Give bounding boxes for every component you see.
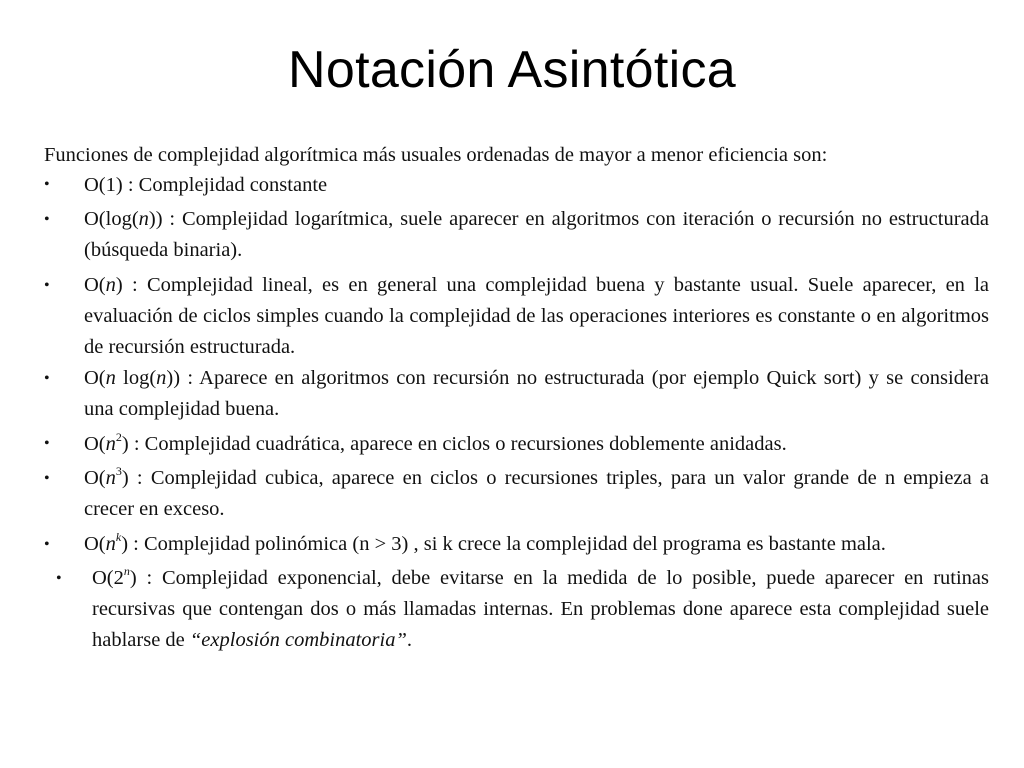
item-text	[84, 363, 989, 425]
list-item-linearithmic	[44, 363, 989, 425]
item-text	[84, 270, 989, 363]
list-item-quadratic	[44, 429, 989, 459]
list-item-polynomial	[44, 529, 989, 560]
complexity-notation: O(n)	[84, 274, 123, 296]
bullet-icon: •	[44, 536, 50, 553]
list-item-constant	[44, 170, 989, 200]
item-description: : Complejidad polinómica (n > 3) , si k crece la complejidad del programa es bastante mala.	[128, 533, 886, 555]
complexity-notation: $O(n^k)$	[84, 530, 129, 555]
item-description: : Complejidad logarítmica, suele aparecer en algoritmos con iteración o recursión no estructurada (búsqueda binaria).	[84, 208, 989, 261]
item-emphasis: “explosión combinatoria”	[189, 629, 407, 651]
item-text	[84, 170, 989, 200]
item-description: : Complejidad constante	[122, 174, 328, 196]
bullet-icon: •	[44, 370, 50, 387]
item-description: : Aparece en algoritmos con recursión no estructurada (por ejemplo Quick sort) y se considera una complejidad buena.	[84, 367, 989, 420]
item-text	[84, 529, 989, 560]
bullet-icon: •	[44, 435, 50, 452]
item-description: : Complejidad lineal, es en general una complejidad buena y bastante usual. Suele aparecer, en la evaluación de ciclos simples cuando la complejidad de las operaciones interiores es constante o en algoritmos de recursión estructurada.	[84, 274, 989, 358]
complexity-notation: O(n log(n))	[84, 367, 181, 389]
list-item-logarithmic	[44, 204, 989, 266]
complexity-notation: $O(n^2)$	[84, 430, 129, 455]
item-text	[84, 463, 989, 525]
complexity-notation: O(2$^n$)	[92, 564, 137, 589]
list-item-linear	[44, 270, 989, 363]
list-item-exponential	[44, 563, 989, 656]
item-text	[84, 204, 989, 266]
document-body	[44, 140, 989, 656]
intro-paragraph: Funciones de complejidad algorítmica más usuales ordenadas de mayor a menor eficiencia son:	[44, 144, 828, 166]
complexity-notation: O(log(n))	[84, 208, 163, 230]
item-description: : Complejidad exponencial, debe evitarse en la medida de lo posible, puede aparecer en rutinas recursivas que contengan dos o más llamadas internas. En problemas done aparece esta complejidad suele hablarse de	[92, 567, 989, 651]
item-text	[84, 429, 989, 459]
bullet-icon: •	[56, 570, 62, 587]
bullet-icon: •	[44, 211, 50, 228]
item-description: : Complejidad cuadrática, aparece en ciclos o recursiones doblemente anidadas.	[128, 433, 787, 455]
slide-title: Notación Asintótica	[288, 41, 736, 99]
bullet-icon: •	[44, 176, 50, 193]
item-description: : Complejidad cubica, aparece en ciclos o recursiones triples, para un valor grande de n empieza a crecer en exceso.	[84, 467, 989, 520]
bullet-icon: •	[44, 277, 50, 294]
list-item-cubic	[44, 463, 989, 525]
item-tail: .	[406, 629, 412, 651]
complexity-notation: O(1)	[84, 174, 123, 196]
complexity-notation: $O(n^3)$	[84, 464, 129, 489]
item-text	[92, 563, 989, 656]
bullet-icon: •	[44, 470, 50, 487]
